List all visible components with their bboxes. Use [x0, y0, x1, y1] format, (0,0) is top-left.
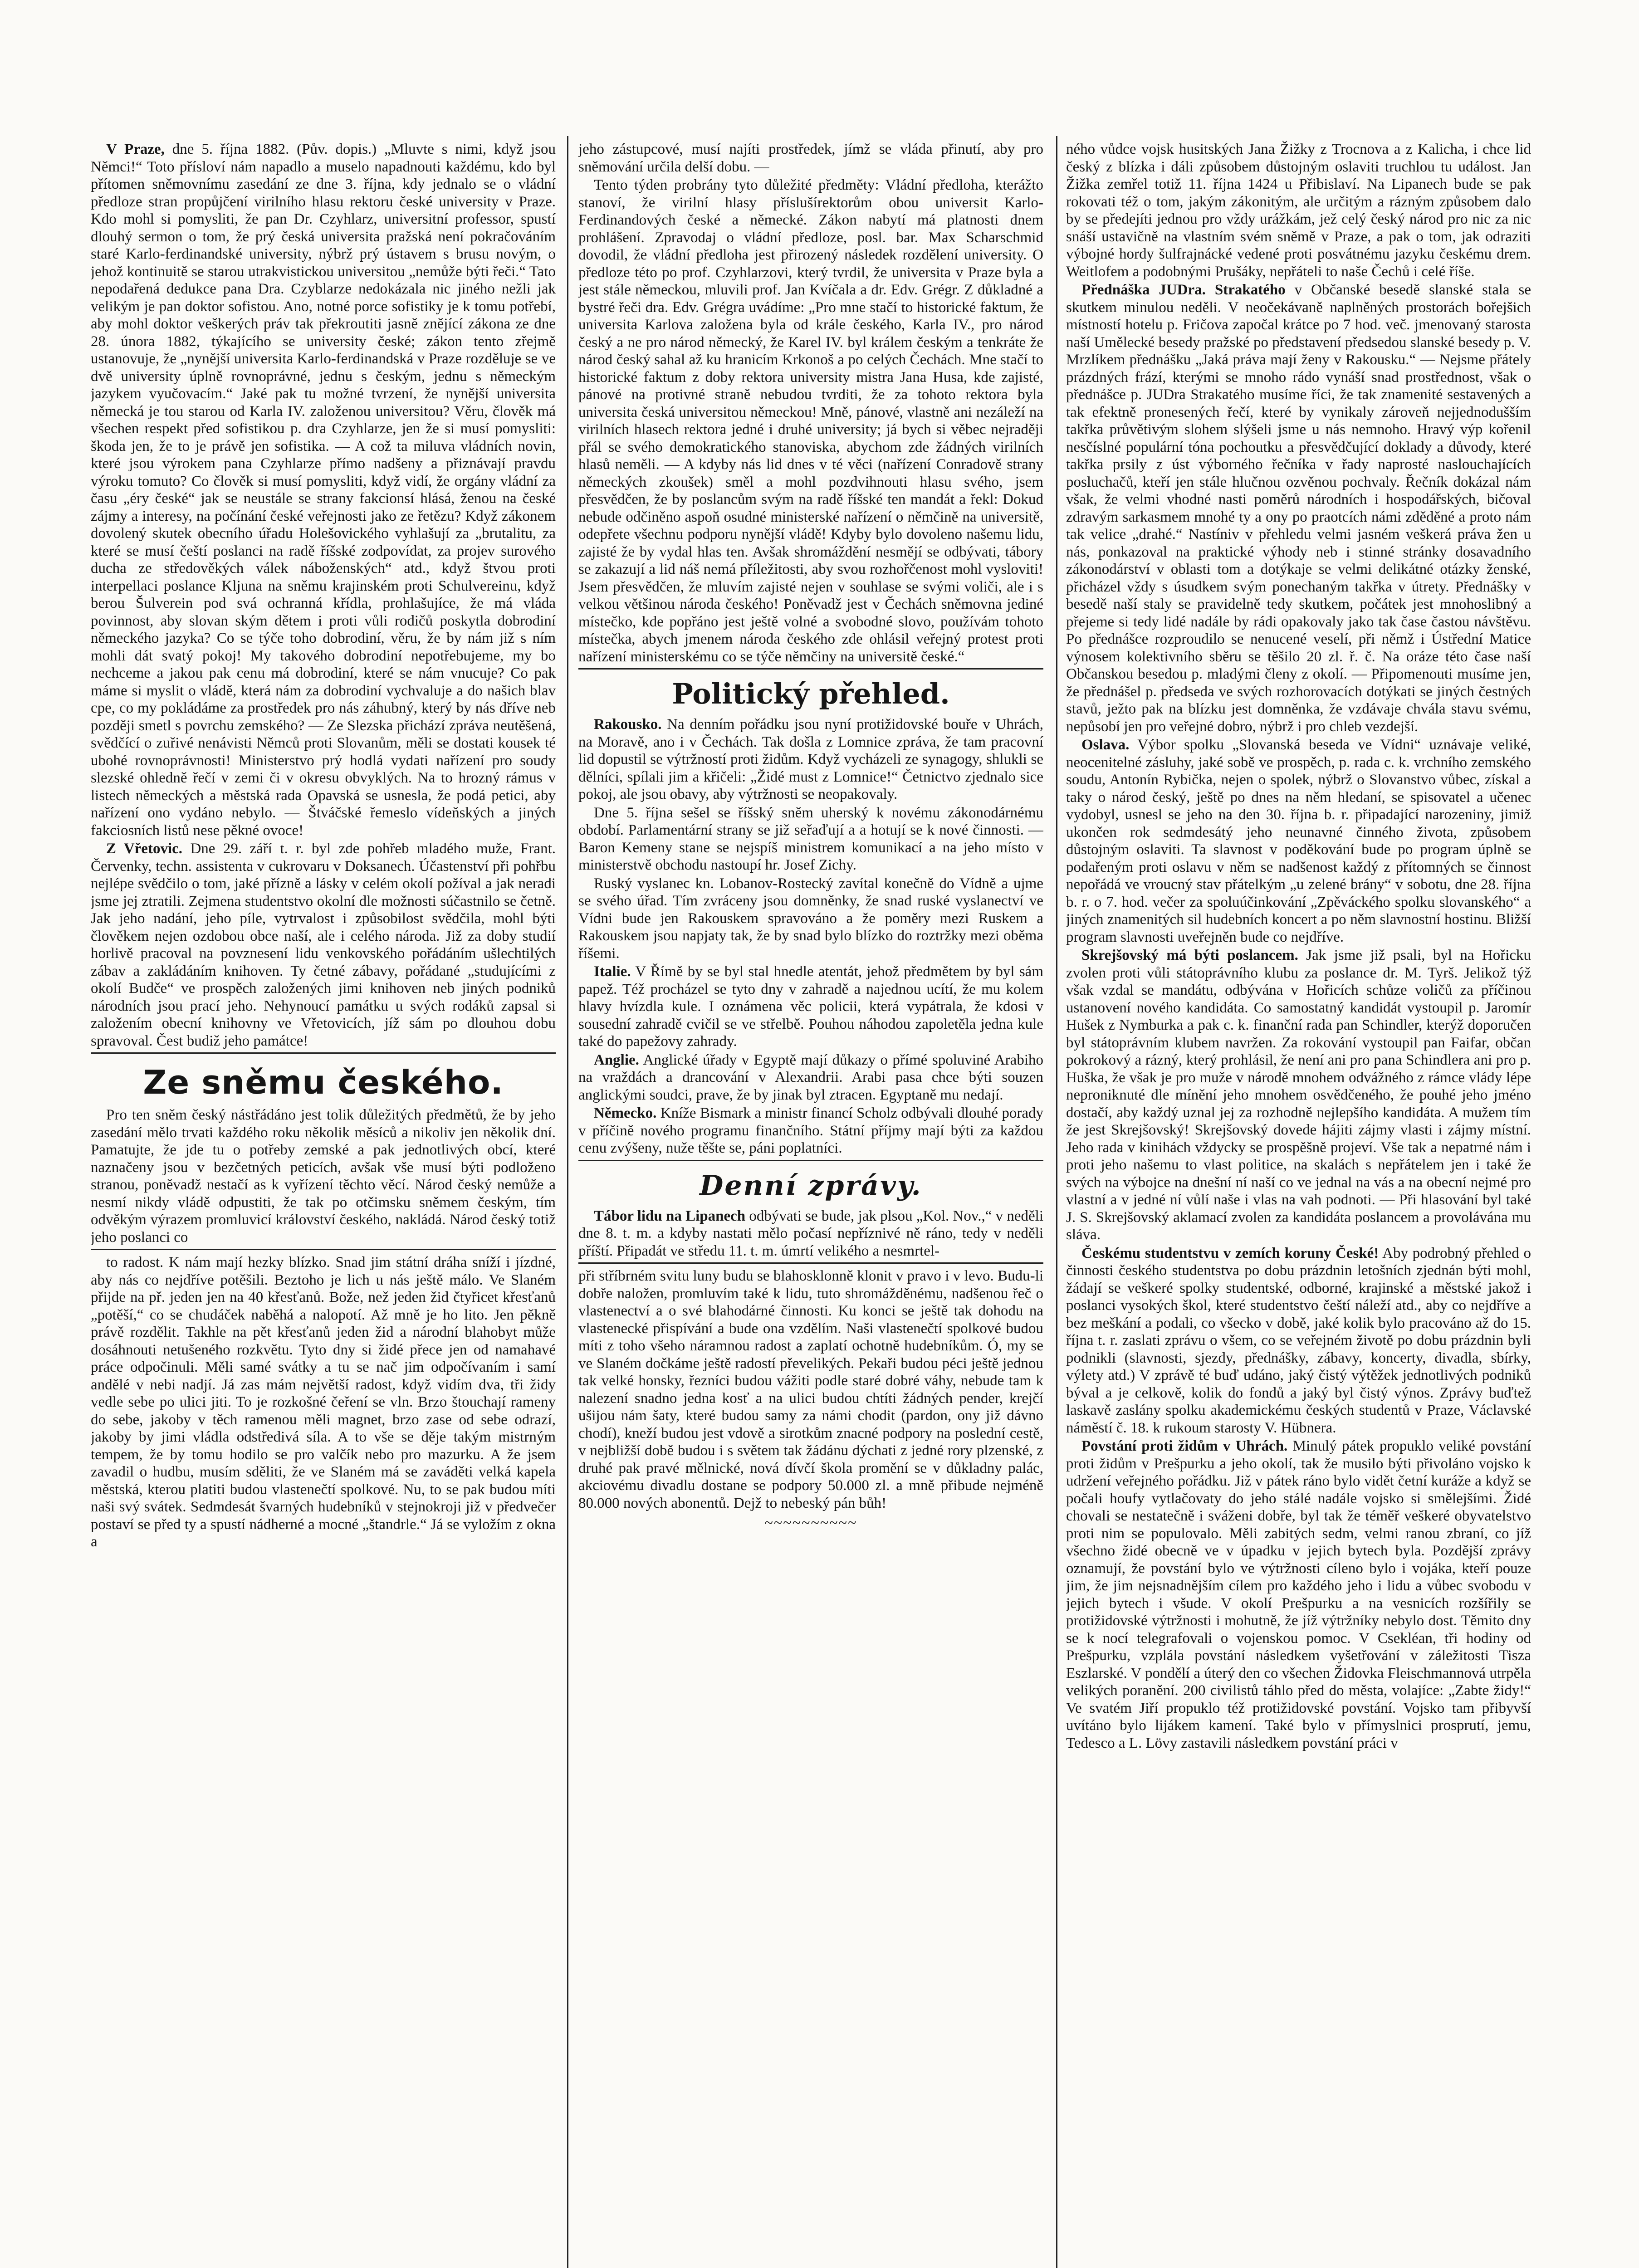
article-snem: Pro ten sněm český nástřádáno jest tolik důležitých předmětů, že by jeho zasedání mělo trvati každého roku několik měsíců a nikoliv jen několik dní. Pamatujte, že jde tu o potřeby zemské a pak jednotlivých obcí, které naznačeny jsou v bezčetných peticích, avšak vše musí býti podloženo stranou, poněvadž nestačí as k vyřízení těchto věcí. Národ český nemůže a nesmí nikdy vládě odpustiti, že tak po otčimsku sněmem českým, tím odvěkým výrazem promluvicí království českého, nakládá. Národ český totiž jeho poslanci co — [91, 1107, 556, 1246]
news-uprising: Povstání proti židům v Uhrách. Minulý pátek propuklo veliké povstání proti židům v Prešpurku a jeho okolí, tak že musilo býti přivoláno vojsko k udržení veřejného pořádku. Již v pátek ráno bylo vidět četní kuráže a když se počali houfy vytlačovaty do jeho stálé nadále vojsko si smělejšími. Židé chovali se nestatečně i sváženi dobře, byl tak že téměř veškeré obyvatelstvo proti nim se populovalo. Měli zabitých sedm, velmi ranou zbraní, co jíž všechno židé obecně ve v úpadku v jejich bytech byla. Pozdější zprávy oznamují, že povstání bylo ve výtržnosti cíleno bylo i vojáka, kteří pouze jim, že jim nejsnadnějším cílem pro každého jeho i lidu a vůbec svobodu v jejich bytech i všude. V okolí Prešpurku a na vesnicích rozšířily se protižidovské výtržnosti i mohutně, že jíž výtržníky nebylo dost. Těmito dny se k nocí telegrafovali o vojenskou pomoc. V Csekléan, tři hodiny od Prešpurku, vzplála povstání následkem vyšetřování v záležitosti Tisza Eszlarské. V pondělí a úterý den co všechen Židovka Fleischmannová utrpěla velikých poranění. 200 civilistů táhlo před do města, volajíce: „Zabte židy!“ Ve svatém Jiří propuklo též protižidovské povstání. Vojsko tam přibyvší uvítáno bylo lijákem kamení. Také bylo v přímyslnici prosprutí, jemu, Tedesco a L. Lövy zastavili následkem povstání práci v — [1066, 1438, 1531, 1751]
column-1 — [91, 141, 556, 2268]
headline-celebration: Oslava. — [1081, 737, 1130, 753]
feuilleton-part-1: to radost. K nám mají hezky blízko. Snad jim státní dráha sníží i jízdné, aby nás co nejdříve potěšili. Beztoho je lich u nás ještě málo. Ve Slaném přijde na př. jeden jen na 40 křesťanů. Bože, než jeden žid čtyřicet křesťanů „potěší,“ co se chudáček naběhá a nalopotí. Až mně je ho lito. Jen pěkně právě rozdělit. Takhle na pět křesťanů jeden žid a národní blahobyt může dosáhnouti netušeného rozkvětu. Tyto dny si židé přece jen od namahavé práce odpočinuli. Měli samé svátky a tu se nač jim odpočívaním i samí andělé v nebi nadjí. Já zas mám největší radost, když vidím dva, tři židy vedle sebe po ulici jiti. To je rozkošné čeření se vln. Brzo štouchají rameny do sebe, jakoby v těch ramenou měli magnet, brzo zase od sebe odrazí, jakoby by jimi vládla odstředivá síla. A to vše se děje takým mistrným tempem, že by tomu hodilo se pro valčík nebo pro mazurku. A že jsem zavadil o hudbu, musím sděliti, že ve Slaném má se zaváděti velká kapela městská, kterou platiti budou vlastenečtí spolkové. Nu, to se pak budou míti naši svý svátek. Sedmdesát švarných hudebníků v stejnokroji již v předvečer postaví se před ty a spustí nádherné a mocné „štandrle.“ Já se vyložím z okna a — [91, 1254, 556, 1550]
headline-lipany: Tábor lidu na Lipanech — [594, 1207, 746, 1224]
headline-lecture: Přednáška JUDra. Strakatého — [1081, 282, 1286, 298]
column-rule-1 — [567, 136, 568, 2268]
feuilleton-divider — [578, 1262, 1043, 1264]
news-austria: Rakousko. Na denním pořádku jsou nyní protižidovské bouře v Uhrách, na Moravě, ano i v Čechách. Tak došla z Lomnice zpráva, že tam pracovní lid dopustil se výtržností proti židům. Když vycházeli ze synagogy, shlukli se dělníci, spílali jim a křičeli: „Židé must z Lomnice!“ Četnictvo zjednalo sice pokoj, ale jsou obavy, aby výtržnosti se neopakovaly. — [578, 716, 1043, 802]
headline-uprising: Povstání proti židům v Uhrách. — [1081, 1438, 1288, 1454]
news-skrejsovsky: Skrejšovský má býti poslancem. Jak jsme již psali, byl na Hořicku zvolen proti vůli státoprávního klubu za poslance dr. M. Tyrš. Jelikož týž však vzdal se mandátu, odbývána v Hořicích schůze voličů za příčinou ustanovení nového kandidáta. Co samostatný kandidát vystoupil p. Jaromír Hušek z Nymburka a pak c. k. finanční rada pan Schindler, kterýž doporučen byl státoprávním klubem navržen. Za rokování vystoupil pan Faifar, občan pokrokový a rázný, který prohlásil, že není ani pro pana Schindlera ani pro p. Huška, že však je pro muže v národě mnohem odvážného z rámce vlády lépe neproniknuté dle mínění jeho mnohem osvědčeného, že pouhé jeho jméno dostačí, aby každý uznal jej za rozhodně nejlepšího kandidáta. A mužem tím že jest Skrejšovský! Skrejšovský dovede hájiti zájmy vlasti i zájmy místní. Jeho rada v kinihách vždycky se prospěšně projeví. Vše tak a nepatrné nám i proti jeho našemu to vlast politice, na skalách s nepřátelem jen i také že svých na výbojce na dnešní ní naší co ve jednal na vás a na obecní nejmé pro vlastní a v jedné ní vůlí naše i vlas na vah podnoti. — Při hlasování byl také J. S. Skrejšovský aklamací zvolen za kandidáta poslancem a provolávána mu sláva. — [1066, 947, 1531, 1243]
news-russia: Ruský vyslanec kn. Lobanov-Rostecký zavítal konečně do Vídně a ujme se svého úřad. Tím zvráceny jsou domněnky, že snad ruské vyslanectví ve Vídni bude jen Rakouskem spravováno a že poměry mezi Ruskem a Rakouskem jsou napjaty tak, že by snad bylo blízko do roztržky mezi oběma říšemi. — [578, 875, 1043, 962]
news-celebration: Oslava. Výbor spolku „Slovanská beseda ve Vídni“ uznávaje veliké, neocenitelné zásluhy, jaké sobě ve prospěch, p. rada c. k. vrchního zemského soudu, Antonín Rybička, nejen o spolek, nýbrž o Slovanstvo vůbec, získal a taky o národ český, ještě po dnes na něm hledaní, se spisovatel a učenec vydobyl, usnesl se jeho na den 30. října b. r. připadající narozeniny, jimiž ukončen rok sedmdesátý jeho neunavné činného života, způsobem důstojným oslaviti. Ta slavnost v poděkování bude po program úplně se podařeným proti oslavu v něm se nadšenost každý z přítomných se činnost nepořádá ve vroucný stav přátelkým „u zelené brány“ v sobotu, dne 28. října b. r. o 7. hod. večer za spoluúčinkování „Zpěváckého spolku slovanského“ a jiných znamenitých sil hudebních koncert a po něm slavnostní hostinu. Bližší program slavnosti uveřejněn bude co nejdříve. — [1066, 737, 1531, 945]
country-italy: Italie. — [594, 963, 631, 980]
news-england: Anglie. Anglické úřady v Egyptě mají důkazy o přímé spoluviné Arabiho na vraždách a drancování v Alexandrii. Arabi pasa chce býti souzen anglickými soudci, prave, že by jinak byl ztracen. Egyptaně mu nedají. — [578, 1051, 1043, 1103]
feuilleton-part-2: při stříbrném svitu luny budu se blahosklonně klonit v pravo i v levo. Budu-li dobře naložen, promluvím také k lidu, tuto shromážděnému, nadšenou řeč o vlastenectví a o své blahodárné činnosti. Ku konci se ještě tak dohodu na vlastenecké přispívání a bude ona vzdělím. Naši vlastenečtí spolkové budou míti z toho všeho náramnou radost a zaplatí ochotně hudebníkům. Ó, my se ve Slaném dočkáme ještě radostí převelikých. Pekaři budou péci ještě jednou tak velké honsky, řezníci budou vážiti podle staré dobré váhy, nebude tam k nalezení snadno jedna kosť a na ulici budou chtíti žádných pender, krejčí ušijou nám šaty, které budou samy za námi chodit (pardon, ony již dávno chodí), kneží budou jest vdově a sirotkům znacné podpory na poslední cestě, v nejbližší době budou i s světem tak žádánu dýchati z jedné rory plzenské, z druhé pak pravé mělnické, nová dívčí škola promění se v důkladny palác, akciovému divadlu dostane se podpory 50.000 zl. a mně přibude nejméně 80.000 nových abonentů. Dejž to nebeský pán bůh! — [578, 1268, 1043, 1511]
headline-skrejsovsky: Skrejšovský má býti poslancem. — [1081, 947, 1298, 963]
dateline-prague: V Praze, — [106, 141, 165, 157]
country-germany: Německo. — [594, 1105, 657, 1121]
section-heading-politics: Politický přehled. — [672, 677, 950, 710]
column-2 — [578, 141, 1043, 2268]
end-ornament: ~~~~~~~~~~ — [764, 1515, 857, 1531]
news-germany: Německo. Kníže Bismark a ministr financí Scholz odbývali dlouhé porady v příčině nového programu finančního. Státní příjmy mají býti za každou cenu zvýšeny, nuže těšte se, páni poplatníci. — [578, 1105, 1043, 1156]
country-austria: Rakousko. — [594, 716, 662, 733]
article-snem-debate: Tento týden probrány tyto důležité předměty: Vládní předloha, kterážto stanoví, že virilní hlasy příslušírektorům obou universit Karlo-Ferdinandových české a německé. Zákon nabytí má platnosti dnem prohlášení. Zpravodaj o vládní předloze, posl. bar. Max Scharschmid dovodil, že vládní předloha jest přirozený následek rozdělení university. O předloze této po prof. Czyhlarzovi, který tvrdil, že universita v Praze byla a jest stále německou, mluvili prof. Jan Kvíčala a dr. Edv. Grégr. Z důkladné a bystré řeči dra. Edv. Grégra uvádíme: „Pro mne stačí to historické faktum, že universita Karlova založena byla od krále českého, Karla IV., pro národ český a ne pro národ německý, že Karel IV. byl králem českým a tenkráte že národ český sahal až ku hranicím Krkonoš a po celých Čechách. Mne stačí to historické faktum z doby rektora university mistra Jana Husa, kde zajisté, pánové na protivné straně nebudou tvrditi, že za tohoto rektora byla universita česká universitou německou! Mně, pánové, vlastně ani nezáleží na virilních hlasech rektora jedné i druhé university; já bych si věbec nejraději přál se svého demokratického stanoviska, abychom zde žádných virilních hlasů neměli. — A kdyby nás lid dnes v té věci (nařízení Conradově strany německých zkoušek) směl a mohl pozdvihnouti hlasu svého, jsem přesvědčen, že by poslancům svým na radě říšské ten mandát a řekl: Dokud nebude odčiněno aspoň osudné ministerské nařízení o němčině na universitě, odepřete všechnu podporu nynější vládě! Kdyby bylo dovoleno našemu lidu, zajisté že by vydal hlas ten. Avšak shromáždění nesmějí se odbývati, tábory se zakazují a lid náš nemá příležitosti, aby svou rozhořčenost mohl vysloviti! Jsem přesvědčen, že mluvím zajisté nejen v souhlase se svými voliči, ale i s velkou většinou národa českého! Poněvadž jest v Čechách sněmovna jediné místečko, kde popřáno jest ještě volné a svobodné slovo, používám tohoto místečka, abych jmenem národa českého zde ohlásil veřejný protest proti nařízení ministerskému co se týče němčiny na universitě české.“ — [578, 177, 1043, 665]
news-hungary: Dne 5. října sešel se říšský sněm uherský k novému zákonodárnému období. Parlamentární strany se již seřaďují a a hotují se k nové činnosti. — Baron Kemeny stane se nejspíš ministrem komunikací a na jeho místo v ministerstvě obchodu nastoupí hr. Josef Zichy. — [578, 804, 1043, 873]
news-students: Českému studentstvu v zemích koruny České! Aby podrobný přehled o činnosti českého studentstva po dobu prázdnin letošních zjednán býti mohl, žádají se veškeré spolky studentské, odborné, krajinské a městské jakož i poslanci vysokých škol, které studentstvo čeští náleží atd., aby co nejdříve a bez meškání a podali, co všecko v době, jaké kolik bylo pracováno až do 15. října t. r. zaslati zprávu o všem, co se veřejném životě po dobu prázdnin byli podnikli (slavnosti, sjezdy, přednášky, zábavy, koncerty, divadla, sbírky, výlety atd.) V zprávě té buď udáno, jaký čistý výtěžek jednotlivých podniků býval a je celkově, kolik do fondů a jaký byl čistý výnos. Zprávy buďtež laskavě zaslány spolku akademickému českých studentů v Praze, Václavské náměstí č. 18. k rukoum starosty V. Hübnera. — [1066, 1245, 1531, 1436]
article-snem-cont: jeho zástupcové, musí najíti prostředek, jímž se vláda přinutí, aby pro sněmování určila delší dobu. — — [578, 141, 1043, 175]
news-lipany-cont: ného vůdce vojsk husitských Jana Žižky z Trocnova a z Kalicha, i chce lid český z blízka i dáli způsobem důstojným oslaviti truchlou tu událost. Jan Žižka zemřel totiž 11. října 1424 u Přibislaví. Na Lipanech bude se pak rokovati též o tom, jakým zákonitým, ale určitým a rázným způsobem dalo by se předejíti jednou pro vždy urážkám, jež celý český národ pro nic za nic snáší ustavičně na vlastním svém sněmě v Praze, a pak o tom, jak odraziti výbojné hordy šulfrajnácké vedené proti posvátnému jazyku českému drem. Weitlofem a podobnými Prušáky, nepřáteli to naše Čechů i celé říše. — [1066, 141, 1531, 280]
column-3 — [1066, 141, 1531, 2268]
dateline-vretovice: Z Vřetovic. — [106, 841, 183, 857]
column-rule-2 — [1056, 136, 1057, 2268]
news-lecture: Přednáška JUDra. Strakatého v Občanské besedě slanské stala se skutkem minulou neděli. V neočekávaně naplněných prostorách bořejšich místností hotelu p. Fričova započal krátce po 7 hod. več. jmenovaný starosta naší Umělecké besedy pražské po představení předsedou slanské besedy p. V. Mrzlíkem přednášku „Jaká práva mají ženy v Rakousku.“ — Nejsme přátely prázdných frází, kterými se mnoho rádo vynáší snad prostřednost, však o přednášce p. JUDra Strakatého musíme říci, že tak znamenité sestavených a tak efektně pronesených řečí, které by vynikaly zároveň nejjednodušším takřka průvětivým slohem slýšeli jsme u nás nemnoho. Hravý výp kořenil nesčíslné populární tóna pochoutku a přesvědčující doklady a důvody, které takřka prsily z úst výborného řečníka v řady naprosté naslouchajících posluchačů, kteří jen stále hlučnou ozvěnou pochvaly. Řečník dokázal nám však, že velmi vhodné nasti poměrů národních i hospodářských, bičoval zdravým sarkasmem mnohé ty a ony po praotcích námi zděděné a proto nám tak velice „drahé.“ Nastíniv v přehledu velmi jasném veškerá práva žen u nás, ponkazoval na praktické výhody neb i stinné stránky dosavadního zákonodárství v oblasti tom a dotýkaje se velmi delikátné otázky ženské, přicházel vždy s úsudkem svým ponechaným takřka v útrety. Přednášky v besedě naší staly se pravidelně tedy skutkem, počátek jest mnohoslibný a přejeme si tedy lidé nadále by rádi opakovaly jako tak čase častou návštěvu. Po přednášce rozproudilo se nenucené veselí, při němž i Ústřední Matice výnosem kolektivního sběru se těšilo 20 zl. ř. č. Na oráze této čase naší Občanskou besedou p. mladými členy z okolí. — Připomenouti musíme jen, že přednášel p. předseda ve svých rozhorovacích dotýkati se jiných čestných stavů, ježto pak na blízku jest domněnka, že vzdávaje chvála stavu svému, nepůsobí jen pro veřejné dobro, nýbrž i pro chleb vezdejší. — [1066, 282, 1531, 735]
article-prague-text: dne 5. října 1882. (Pův. dopis.) „Mluvte s nimi, když jsou Němci!“ Toto přísloví nám napadlo a muselo napadnouti každému, kdo byl přítomen sněmovnímu zasedání ze dne 3. října, kdy jednalo se o vládní předloze stran propůjčení virilního hlasu rektoru české university v Praze. Kdo mohl si pomysliti, že pan Dr. Czyhlarz, universitní professor, spustí dlouhý sermon o tom, že prý česká universita pražská není pokračováním staré Karlo-ferdinandské university, nýbrž prý ústavem s brusu novým, o jehož kontinuitě se starou utrakvistickou universitou „nemůže býti řeči.“ Tato nepodařená dedukce pana Dra. Czyblarze nedokázala nic jiného nežli jak velikým je pan doktor sofistou. Ano, notné porce sofistiky je k tomu potřebí, aby mohl doktor veškerých práv tak překroutiti jasně znějící zákona ze dne 28. února 1882, týkajícího se university české; zákon tento zřejmě ustanovuje, že „nynější universita Karlo-ferdinandská v Praze rozděluje se ve dvě university úplně rovnoprávné, jednu s českým, jednu s německým jazykem vyučovacím.“ Jaké pak tu možné tvrzení, že nynější universita německá je tou starou od Karla IV. založenou universitou? Věru, člověk má všechen respekt před sofistikou p. dra Czyhlarze, jen že si musí pomysliti: škoda jen, že to je právě jen sofistika. — A což ta miluva vládních novin, které jsou výrokem pana Czyhlarze přímo nadšeny a přiznávají pravdu výroku tomuto? Co člověk si musí pomysliti, když vidí, že orgány vládní za času „éry české“ jak se neustále se strany fakcionsí hlásá, ženou na české zájmy a interesy, na počínání české veřejnosti jako ze řetězu? Když zákonem dovolený skutek obecního úřadu Holešovického vyhlašují za „brutalitu, za které se musí čeští poslanci na radě říšské zodpovídat, za projev surového ducha ze středověkých válek náboženských“ atd., když štvou proti interpellaci poslance Kljuna na sněmu krajinském proti Schulvereinu, když berou Šulverein pod svá ochranná křídla, prohlašujíce, že má vláda povinnost, aby slovan ským dětem i proti vůli rodičů poskytla dobrodiní německého jazyka? Co se týče toho dobrodiní, věru, že by nám již s ním mohli dát svatý pokoj! My takového dobrodiní nepotřebujeme, my bo nechceme a jakou pak cenu má dobrodiní, které se nám vnucuje? Co pak máme si myslit o vládě, která nám za dobrodiní vychvaluje a do našich blav cpe, co my pokládáme za prostředek pro nás záhubný, který by nás dříve neb později smetl s povrchu zemského? — Ze Slezska přichází zpráva neutěšená, svědčící o zuřivé nenávisti Němců proti Slovanům, měli se dostati kousek té ubohé rovnoprávnosti! Ministerstvo prý hodlá vydati nařízení pro soudy slezské ohledně řečí v zemi či v okresu obvyklých. Na to hrozný rámus v listech německých a městská rada Opavská se usnesla, že podá petici, aby nařízení ono vydáno nebylo. — Štváčské řemeslo vídeňských a jiných fakciosních listů nese pěkné ovoce! — [91, 141, 556, 839]
news-italy: Italie. V Římě by se byl stal hnedle atentát, jehož předmětem by byl sám papež. Též procházel se tyto dny v zahradě a najednou ucítí, že mu kolem hlavy hvízdla kule. I oznámena věc policii, která vypátrala, že kdosi v sousední zahradě cvičil se ve střelbě. Pouhou náhodou zapoletěla jedna kule také do papežovy zahrady. — [578, 963, 1043, 1050]
section-divider — [91, 1052, 556, 1054]
headline-students: Českému studentstvu v zemích koruny České! — [1081, 1245, 1379, 1261]
article-vretovice — [91, 840, 556, 1050]
feuilleton-divider — [91, 1249, 556, 1250]
country-england: Anglie. — [594, 1051, 639, 1068]
news-lipany: Tábor lidu na Lipanech odbývati se bude, jak plsou „Kol. Nov.,“ v neděli dne 8. t. m. a kdyby nastati mělo počasí nepříznivé ně ráno, tedy v neděli příští. Připadát ve středu 11. t. m. úmrtí velikého a nesmrtel- — [578, 1207, 1043, 1259]
section-divider — [578, 668, 1043, 670]
section-heading-snem: Ze sněmu českého. — [143, 1063, 504, 1101]
article-vretovice-text: Dne 29. září t. r. byl zde pohřeb mladého muže, Frant. Červenky, techn. assistenta v cukrovaru v Doksanech. Účastenství při pohřbu nejlépe svědčilo o tom, jaké přízně a lásky v celém okolí požíval a jak neradi jsme jej ztratili. Zejmena studentstvo okolní dle možnosti súčastnilo se četně. Jak jeho nadání, jeho píle, vytrvalost i způsobilost svědčila, mohl býti člověkem nejen ozdobou obce naší, ale i celého národa. Již za doby studií horlivě pracoval na povznesení lidu venkovského pořádáním ušlechtilých zábav a zakládáním knihoven. Ty četné zábavy, pořádané „studujícími z okolí Budče“ ve prospěch založených jimi knihoven neb jiných podniků národních jsou prací jeho. Nehynoucí památku u svých rodáků zapsal si založením obecní knihovny ve Vřetovicích, jíž sám po dlouhou dobu spravoval. Čest budiž jeho památce! — [91, 841, 556, 1049]
article-prague — [91, 141, 556, 839]
section-heading-daily-news: Denní zprávy. — [700, 1169, 922, 1202]
section-divider — [578, 1160, 1043, 1161]
